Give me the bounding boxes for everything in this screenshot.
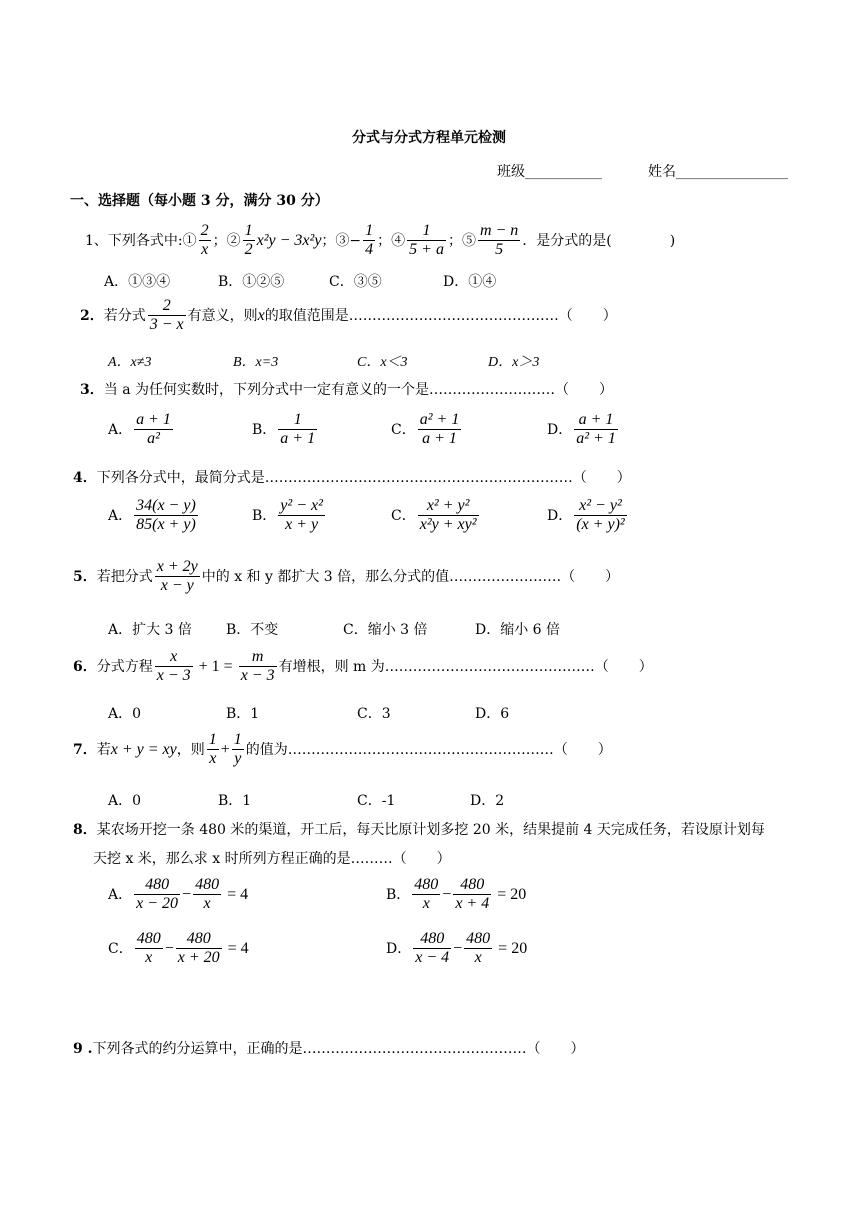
question-9: 9 .下列各式的约分运算中，正确的是…………………………………………（ ）: [73, 1041, 585, 1057]
question-4: 4．下列各分式中，最简分式是…………………………………………………………（ ）: [73, 470, 631, 486]
q6-option-d[interactable]: D．6: [475, 706, 510, 722]
q3-option-b[interactable]: B． $\frac{1}{a + 1}$: [252, 411, 316, 448]
question-1: 1、下列各式中:① $\frac{2}{x}$ ；② $\frac{1}{2}$ x²y − 3x²y；③− $\frac{1}{4}$ ；④ $\frac{1}{5 + a}$ ；⑤ $\frac{m - n}{5}$ ．是分式的是( ): [85, 222, 676, 259]
q5-option-d[interactable]: D．缩小 6 倍: [475, 622, 561, 638]
question-6: 6．分式方程 $\frac{x}{x - 3}$ + 1 = $\frac{m}{x - 3}$ 有增根，则 m 为………………………………………（ ）: [73, 648, 653, 685]
q7-option-a[interactable]: A．0: [108, 793, 142, 809]
q6-option-c[interactable]: C．3: [357, 706, 391, 722]
q1-option-c[interactable]: C．③⑤: [329, 274, 382, 290]
q3-option-a[interactable]: A． $\frac{a + 1}{\text{a²}}$: [108, 411, 171, 448]
q2-option-c[interactable]: C．x＜3: [357, 355, 408, 370]
fraction-half: $\frac{1}{2}$: [244, 222, 253, 259]
q5-option-b[interactable]: B．不变: [226, 622, 279, 638]
q8-option-b[interactable]: B． $\frac{480}{x}$ − $\frac{480}{x + 4}$ = 20: [386, 876, 527, 913]
fraction-quarter: $\frac{1}{4}$: [365, 222, 374, 259]
q8-option-d[interactable]: D． $\frac{480}{x - 4}$ − $\frac{480}{x}$ = 20: [386, 930, 528, 967]
q2-option-d[interactable]: D．x＞3: [488, 355, 540, 370]
question-2: 2．若分式 $\frac{2}{3 - x}$ 有意义，则x的取值范围是………………………………………（ ）: [80, 297, 617, 334]
question-8-line1: 8．某农场开挖一条 480 米的渠道，开工后，每天比原计划多挖 20 米，结果提前 4 天完成任务，若设原计划每: [73, 822, 765, 838]
q4-option-d[interactable]: D． $\frac{\text{x² − y²}}{\text{(x + y)²}}$: [547, 497, 625, 534]
name-field[interactable]: 姓名________________: [648, 164, 788, 180]
q5-option-c[interactable]: C．缩小 3 倍: [343, 622, 428, 638]
q6-option-a[interactable]: A．0: [108, 706, 142, 722]
fraction-mn-over-5: $\frac{m - n}{5}$: [479, 222, 519, 259]
q7-option-b[interactable]: B．1: [218, 793, 252, 809]
q1-option-d[interactable]: D．①④: [443, 274, 497, 290]
q8-option-c[interactable]: C． $\frac{480}{x}$ − $\frac{480}{x + 20}$ = 4: [108, 930, 249, 967]
q3-option-c[interactable]: C． $\frac{\text{a² + 1}}{a + 1}$: [391, 411, 460, 448]
q1-option-b[interactable]: B．①②⑤: [218, 274, 285, 290]
section-heading: 一、选择题（每小题 3 分，满分 30 分）: [70, 193, 329, 209]
question-7: 7．若x + y = xy，则 $\frac{1}{x}$ + $\frac{1}{y}$ 的值为…………………………………………………（ ）: [73, 731, 612, 768]
question-5: 5．若把分式 $\frac{x + 2y}{x - y}$ 中的 x 和 y 都扩大 3 倍，那么分式的值……………………（ ）: [73, 558, 620, 595]
q4-option-b[interactable]: B． $\frac{\text{y² − x²}}{x + y}$: [252, 497, 323, 534]
q4-option-a[interactable]: A． $\frac{34(x - y)}{85(x + y)}$: [108, 497, 196, 534]
q8-option-a[interactable]: A． $\frac{480}{x - 20}$ − $\frac{480}{x}$ = 4: [108, 876, 249, 913]
fraction-2-over-x: $\frac{2}{x}$: [200, 222, 209, 259]
fraction-1-over-5a: $\frac{1}{5 + a}$: [409, 222, 444, 259]
page-title: 分式与分式方程单元检测: [352, 130, 506, 146]
question-8-line2: 天挖 x 米，那么求 x 时所列方程正确的是………（ ）: [93, 851, 451, 867]
question-3: 3．当 a 为任何实数时，下列分式中一定有意义的一个是………………………（ ）: [80, 382, 613, 398]
q2-option-a[interactable]: A．x≠3: [108, 355, 152, 370]
q1-option-a[interactable]: A．①③④: [104, 274, 171, 290]
q7-option-c[interactable]: C．-1: [357, 793, 396, 809]
q2-option-b[interactable]: B．x=3: [233, 355, 279, 370]
class-field[interactable]: 班级___________: [497, 164, 602, 180]
q3-option-d[interactable]: D． $\frac{a + 1}{\text{a² + 1}}$: [547, 411, 616, 448]
q7-option-d[interactable]: D．2: [470, 793, 505, 809]
q6-option-b[interactable]: B．1: [226, 706, 260, 722]
fraction-2-over-3-x: $\frac{2}{3 - x}$: [149, 297, 184, 334]
q4-option-c[interactable]: C． $\frac{\text{x² + y²}}{\text{x²y + xy²}}$: [391, 497, 477, 534]
q5-option-a[interactable]: A．扩大 3 倍: [108, 622, 192, 638]
